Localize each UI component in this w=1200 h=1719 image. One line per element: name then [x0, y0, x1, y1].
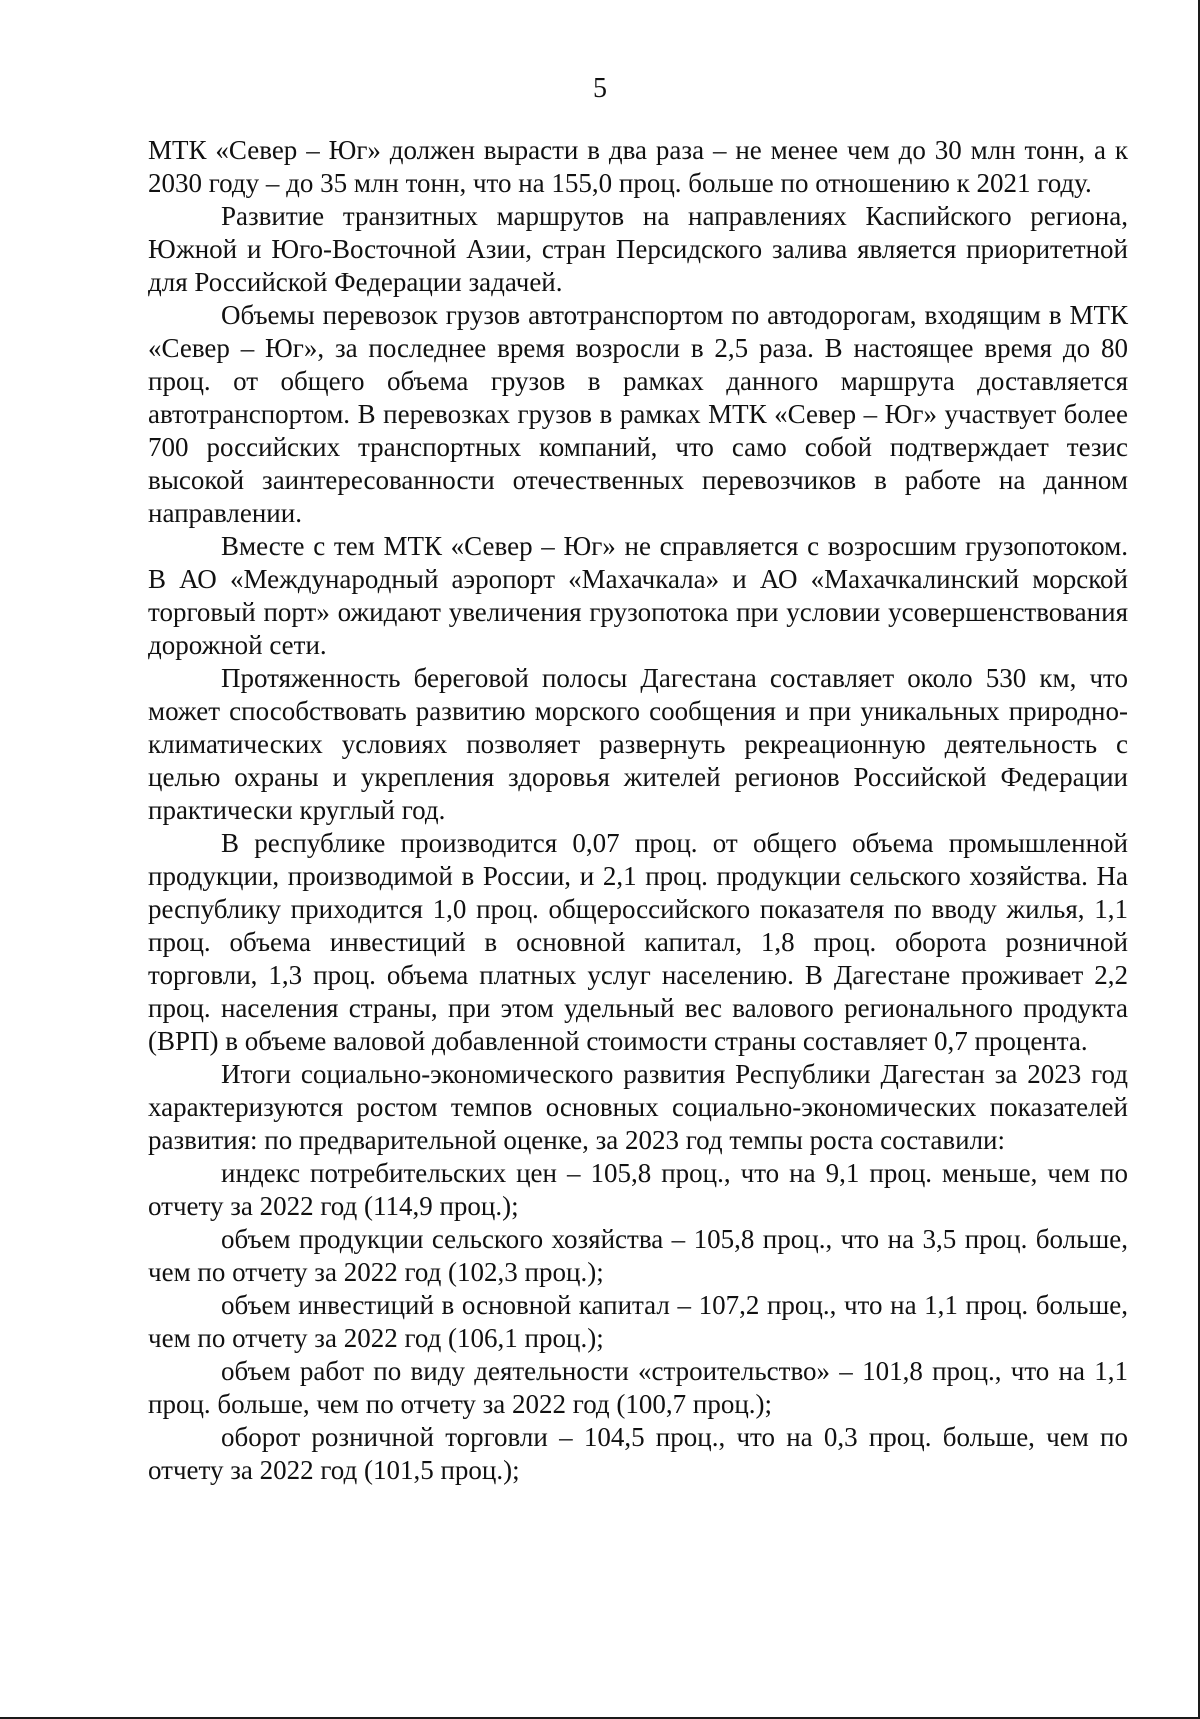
paragraph-transit-routes: Развитие транзитных маршрутов на направлениях Каспийского региона, Южной и Юго-Восточной Азии, стран Персидского залива является приоритетной для Российской Федерации задачей. [148, 201, 1128, 297]
paragraph-2023-results: Итоги социально-экономического развития Республики Дагестан за 2023 год характеризуются ростом темпов основных социально-экономических показателей развития: по предварительной оценке, за 2023 год темпы роста составили: [148, 1059, 1128, 1155]
list-item-investments: объем инвестиций в основной капитал – 107,2 проц., что на 1,1 проц. больше, чем по отчету за 2022 год (106,1 проц.); [148, 1290, 1128, 1353]
paragraph-republic-share: В республике производится 0,07 проц. от общего объема промышленной продукции, производимой в России, и 2,1 проц. продукции сельского хозяйства. На республику приходится 1,0 проц. общероссийского показателя по вводу жилья, 1,1 проц. объема инвестиций в основной капитал, 1,8 проц. оборота розничной торговли, 1,3 проц. объема платных услуг населению. В Дагестане проживает 2,2 проц. населения страны, при этом удельный вес валового регионального продукта (ВРП) в объеме валовой добавленной стоимости страны составляет 0,7 процента. [148, 828, 1128, 1056]
paragraph-mtk-growth: МТК «Север – Юг» должен вырасти в два раза – не менее чем до 30 млн тонн, а к 2030 году – до 35 млн тонн, что на 155,0 проц. больше по отношению к 2021 году. [148, 135, 1128, 198]
list-item-consumer-prices: индекс потребительских цен – 105,8 проц., что на 9,1 проц. меньше, чем по отчету за 2022 год (114,9 проц.); [148, 1158, 1128, 1221]
body-text [148, 134, 1128, 1487]
paragraph-road-freight: Объемы перевозок грузов автотранспортом по автодорогам, входящим в МТК «Север – Юг», за последнее время возросли в 2,5 раза. В настоящее время до 80 проц. от общего объема грузов в рамках данного маршрута доставляется автотранспортом. В перевозках грузов в рамках МТК «Север – Юг» участвует более 700 российских транспортных компаний, что само собой подтверждает тезис высокой заинтересованности отечественных перевозчиков в работе на данном направлении. [148, 300, 1128, 528]
paragraph-cargo-flow: Вместе с тем МТК «Север – Юг» не справляется с возросшим грузопотоком. В АО «Международный аэропорт «Махачкала» и АО «Махачкалинский морской торговый порт» ожидают увеличения грузопотока при условии усовершенствования дорожной сети. [148, 531, 1128, 660]
list-item-retail: оборот розничной торговли – 104,5 проц., что на 0,3 проц. больше, чем по отчету за 2022 год (101,5 проц.); [148, 1422, 1128, 1485]
list-item-agriculture: объем продукции сельского хозяйства – 105,8 проц., что на 3,5 проц. больше, чем по отчету за 2022 год (102,3 проц.); [148, 1224, 1128, 1287]
paragraph-coastline: Протяженность береговой полосы Дагестана составляет около 530 км, что может способствовать развитию морского сообщения и при уникальных природно-климатических условиях позволяет развернуть рекреационную деятельность с целью охраны и укрепления здоровья жителей регионов Российской Федерации практически круглый год. [148, 663, 1128, 825]
list-item-construction: объем работ по виду деятельности «строительство» – 101,8 проц., что на 1,1 проц. больше, чем по отчету за 2022 год (100,7 проц.); [148, 1356, 1128, 1419]
page-number: 5 [593, 73, 607, 104]
